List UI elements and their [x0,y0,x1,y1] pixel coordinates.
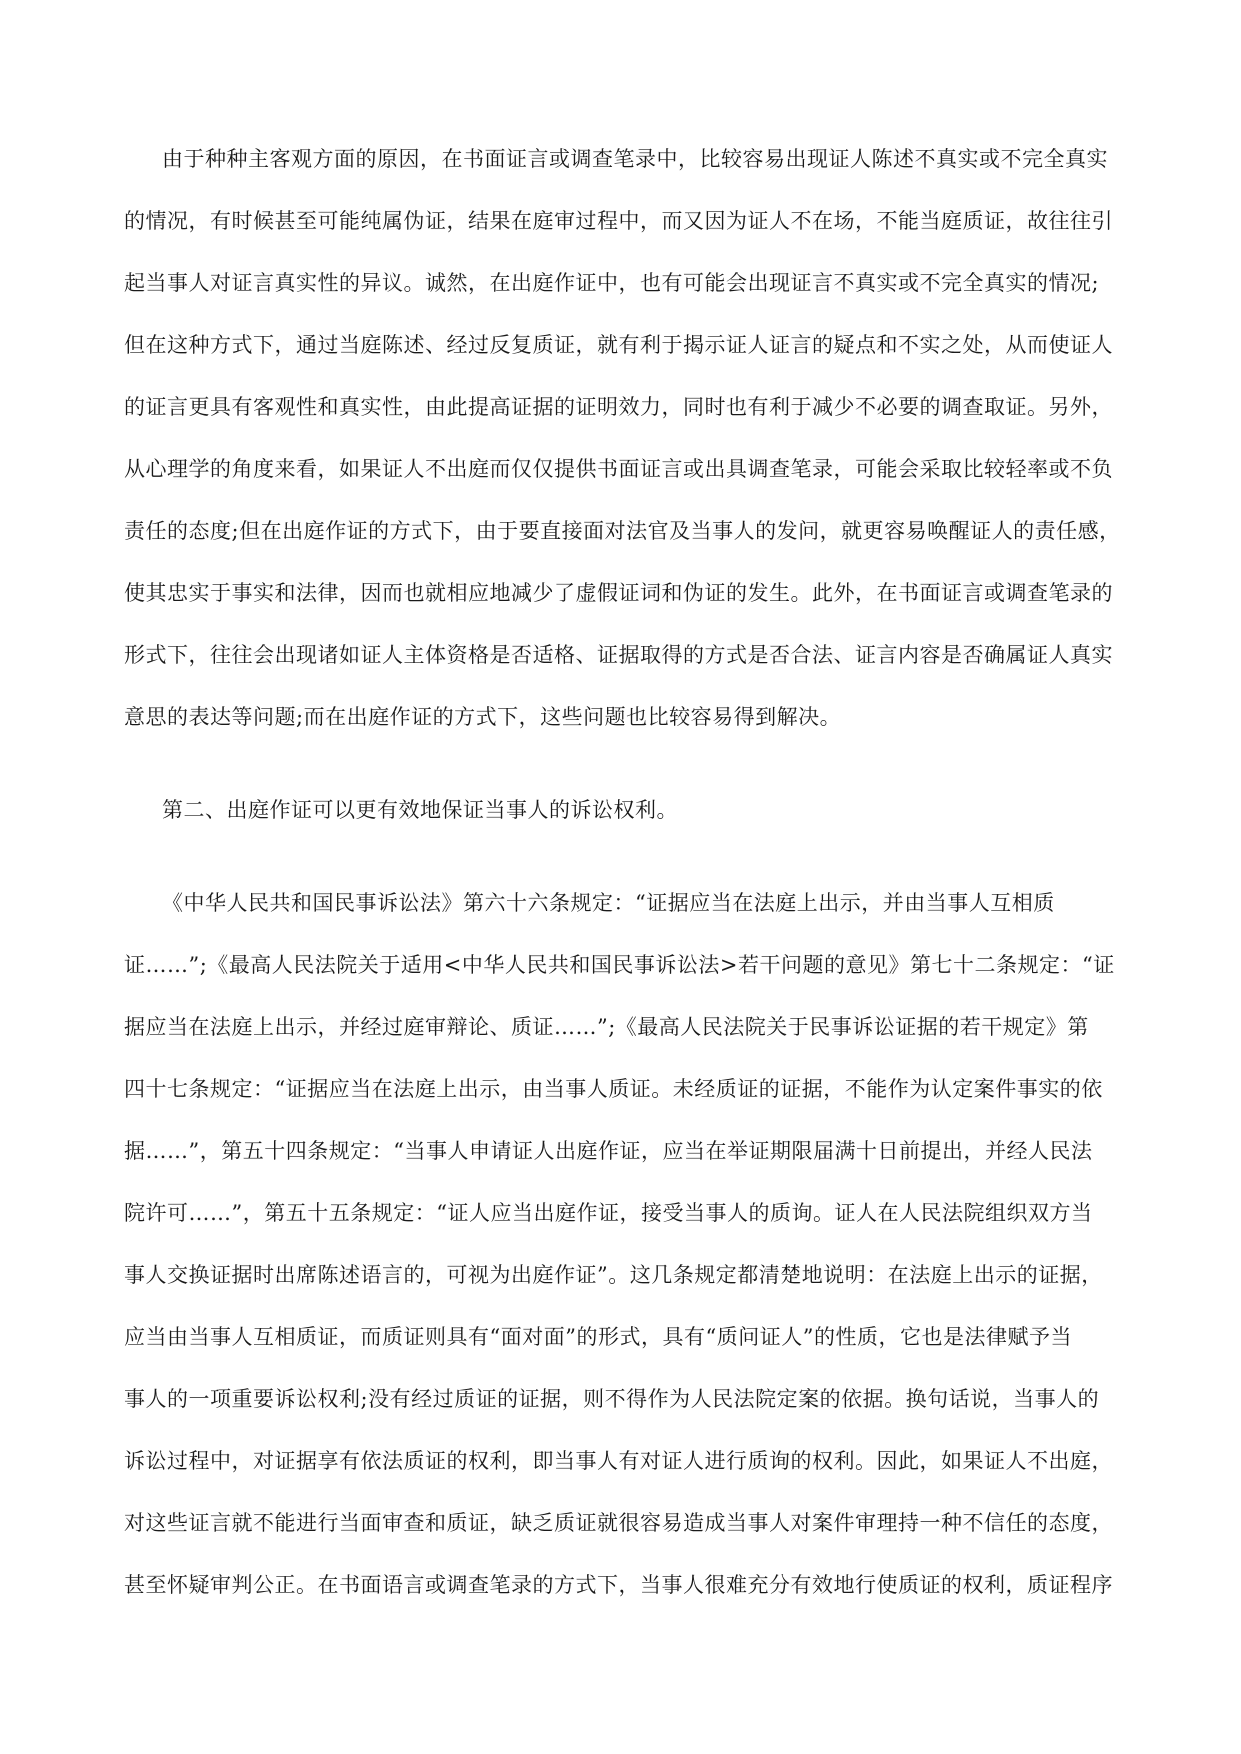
paragraph-3-line-6: 院许可……”，第五十五条规定：“证人应当出庭作证，接受当事人的质询。证人在人民法院组织双方当 [124,1201,1093,1225]
paragraph-3-line-9: 事人的一项重要诉讼权利;没有经过质证的证据，则不得作为人民法院定案的依据。换句话说，当事人的 [124,1387,1100,1411]
paragraph-3-line-8: 应当由当事人互相质证，而质证则具有“面对面”的形式，具有“质问证人”的性质，它也是法律赋予当 [124,1325,1072,1349]
paragraph-3-line-10: 诉讼过程中，对证据享有依法质证的权利，即当事人有对证人进行质询的权利。因此，如果证人不出庭， [124,1449,1113,1473]
paragraph-1-line-2: 的情况，有时候甚至可能纯属伪证，结果在庭审过程中，而又因为证人不在场，不能当庭质证，故往往引 [124,209,1113,233]
paragraph-3-line-5: 据……”，第五十四条规定：“当事人申请证人出庭作证，应当在举证期限届满十日前提出，并经人民法 [124,1139,1093,1163]
paragraph-1-line-3: 起当事人对证言真实性的异议。诚然，在出庭作证中，也有可能会出现证言不真实或不完全真实的情况; [124,271,1100,295]
paragraph-3-line-12: 甚至怀疑审判公正。在书面语言或调查笔录的方式下，当事人很难充分有效地行使质证的权利，质证程序 [124,1573,1113,1597]
paragraph-3-line-1: 《中华人民共和国民事诉讼法》第六十六条规定：“证据应当在法庭上出示，并由当事人互相质 [162,891,1055,915]
paragraph-1-line-9: 形式下，往往会出现诸如证人主体资格是否适格、证据取得的方式是否合法、证言内容是否确属证人真实 [124,643,1113,667]
paragraph-3-line-4: 四十七条规定：“证据应当在法庭上出示，由当事人质证。未经质证的证据，不能作为认定案件事实的依 [124,1077,1103,1101]
paragraph-1-line-4: 但在这种方式下，通过当庭陈述、经过反复质证，就有利于揭示证人证言的疑点和不实之处，从而使证人 [124,333,1113,357]
paragraph-3-line-11: 对这些证言就不能进行当面审查和质证，缺乏质证就很容易造成当事人对案件审理持一种不信任的态度， [124,1511,1113,1535]
paragraph-1-line-5: 的证言更具有客观性和真实性，由此提高证据的证明效力，同时也有利于减少不必要的调查取证。另外， [124,395,1113,419]
paragraph-1-line-1: 由于种种主客观方面的原因，在书面证言或调查笔录中，比较容易出现证人陈述不真实或不完全真实 [162,147,1108,171]
paragraph-1-line-6: 从心理学的角度来看，如果证人不出庭而仅仅提供书面证言或出具调查笔录，可能会采取比较轻率或不负 [124,457,1113,481]
paragraph-3-line-2: 证……”;《最高人民法院关于适用<中华人民共和国民事诉讼法>若干问题的意见》第七十二条规定：“证 [124,953,1115,977]
paragraph-3-line-7: 事人交换证据时出席陈述语言的，可视为出庭作证”。这几条规定都清楚地说明：在法庭上出示的证据， [124,1263,1103,1287]
paragraph-1-line-7: 责任的态度;但在出庭作证的方式下，由于要直接面对法官及当事人的发问，就更容易唤醒证人的责任感， [124,519,1121,543]
paragraph-1-line-10: 意思的表达等问题;而在出庭作证的方式下，这些问题也比较容易得到解决。 [124,705,842,729]
paragraph-3-line-3: 据应当在法庭上出示，并经过庭审辩论、质证……”;《最高人民法院关于民事诉讼证据的若干规定》第 [124,1015,1089,1039]
paragraph-1-line-8: 使其忠实于事实和法律，因而也就相应地减少了虚假证词和伪证的发生。此外，在书面证言或调查笔录的 [124,581,1113,605]
paragraph-2-heading: 第二、出庭作证可以更有效地保证当事人的诉讼权利。 [162,798,678,822]
